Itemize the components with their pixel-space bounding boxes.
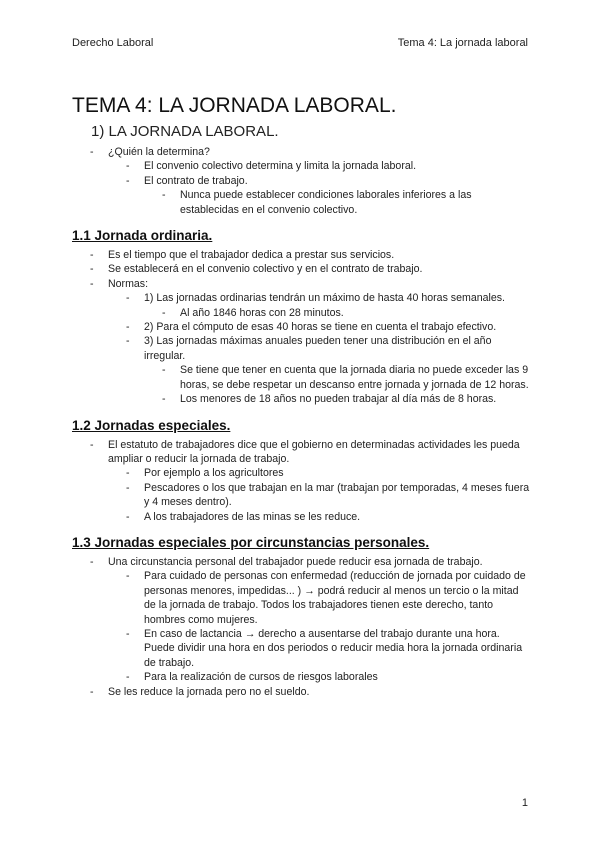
section-heading: 1.3 Jornadas especiales por circunstancias personales.	[72, 534, 430, 550]
list-item: - Al año 1846 horas con 28 minutos.	[180, 306, 530, 320]
section-list	[72, 248, 530, 406]
list-item: - ¿Quién la determina?	[108, 145, 530, 159]
document-title: TEMA 4: LA JORNADA LABORAL.	[72, 94, 397, 117]
list-item: - A los trabajadores de las minas se les reduce.	[144, 510, 530, 524]
list-item: - 2) Para el cómputo de esas 40 horas se tiene en cuenta el trabajo efectivo.	[144, 320, 530, 334]
list-item: - En caso de lactancia → derecho a ausentarse del trabajo durante una hora. Puede dividir una hora en dos periodos o reducir media hora la jornada ordinaria de trabajo.	[144, 627, 530, 670]
document-body	[72, 93, 530, 699]
section-list	[72, 555, 530, 699]
header-left: Derecho Laboral	[72, 37, 154, 49]
section-heading: 1.2 Jornadas especiales.	[72, 417, 231, 433]
section-heading: 1.1 Jornada ordinaria.	[72, 228, 213, 244]
list-item: - Para la realización de cursos de riesgos laborales	[144, 670, 530, 684]
list-item: - Se establecerá en el convenio colectivo y en el contrato de trabajo.	[108, 262, 530, 276]
sections	[72, 227, 530, 699]
header-right: Tema 4: La jornada laboral	[397, 37, 528, 49]
list-item: - 3) Las jornadas máximas anuales pueden tener una distribución en el año irregular.	[144, 334, 530, 363]
list-item: - Es el tiempo que el trabajador dedica a prestar sus servicios.	[108, 248, 530, 262]
section-list	[72, 438, 530, 524]
list-item: - El contrato de trabajo.	[144, 174, 530, 188]
list-item: - Pescadores o los que trabajan en la mar (trabajan por temporadas, 4 meses fuera y 4 meses dentro).	[144, 481, 530, 510]
list-item: - Normas:	[108, 277, 530, 291]
page-number: 1	[521, 797, 528, 809]
list-item: - El convenio colectivo determina y limita la jornada laboral.	[144, 159, 530, 173]
list-item: - El estatuto de trabajadores dice que el gobierno en determinadas actividades les pueda ampliar o reducir la jornada de trabajo.	[108, 438, 530, 467]
list-item: - Se tiene que tener en cuenta que la jornada diaria no puede exceder las 9 horas, se debe respetar un descanso entre jornada y jornada de 12 horas.	[180, 363, 530, 392]
list-item: - 1) Las jornadas ordinarias tendrán un máximo de hasta 40 horas semanales.	[144, 291, 530, 305]
list-item: - Se les reduce la jornada pero no el sueldo.	[108, 685, 530, 699]
list-item: - Los menores de 18 años no pueden trabajar al día más de 8 horas.	[180, 392, 530, 406]
list-item: - Por ejemplo a los agricultores	[144, 466, 530, 480]
intro-list	[72, 145, 530, 217]
list-item: - Una circunstancia personal del trabajador puede reducir esa jornada de trabajo.	[108, 555, 530, 569]
chapter-subtitle: 1) LA JORNADA LABORAL.	[91, 123, 279, 140]
list-item: - Nunca puede establecer condiciones laborales inferiores a las establecidas en el convenio colectivo.	[180, 188, 530, 217]
list-item: - Para cuidado de personas con enfermedad (reducción de jornada por cuidado de personas menores, impedidas... ) → podrá reducir al menos un tercio o la mitad de la jornada de trabajo. Todos los trabajadores tienen este derecho, tanto hombres como mujeres.	[144, 569, 530, 627]
